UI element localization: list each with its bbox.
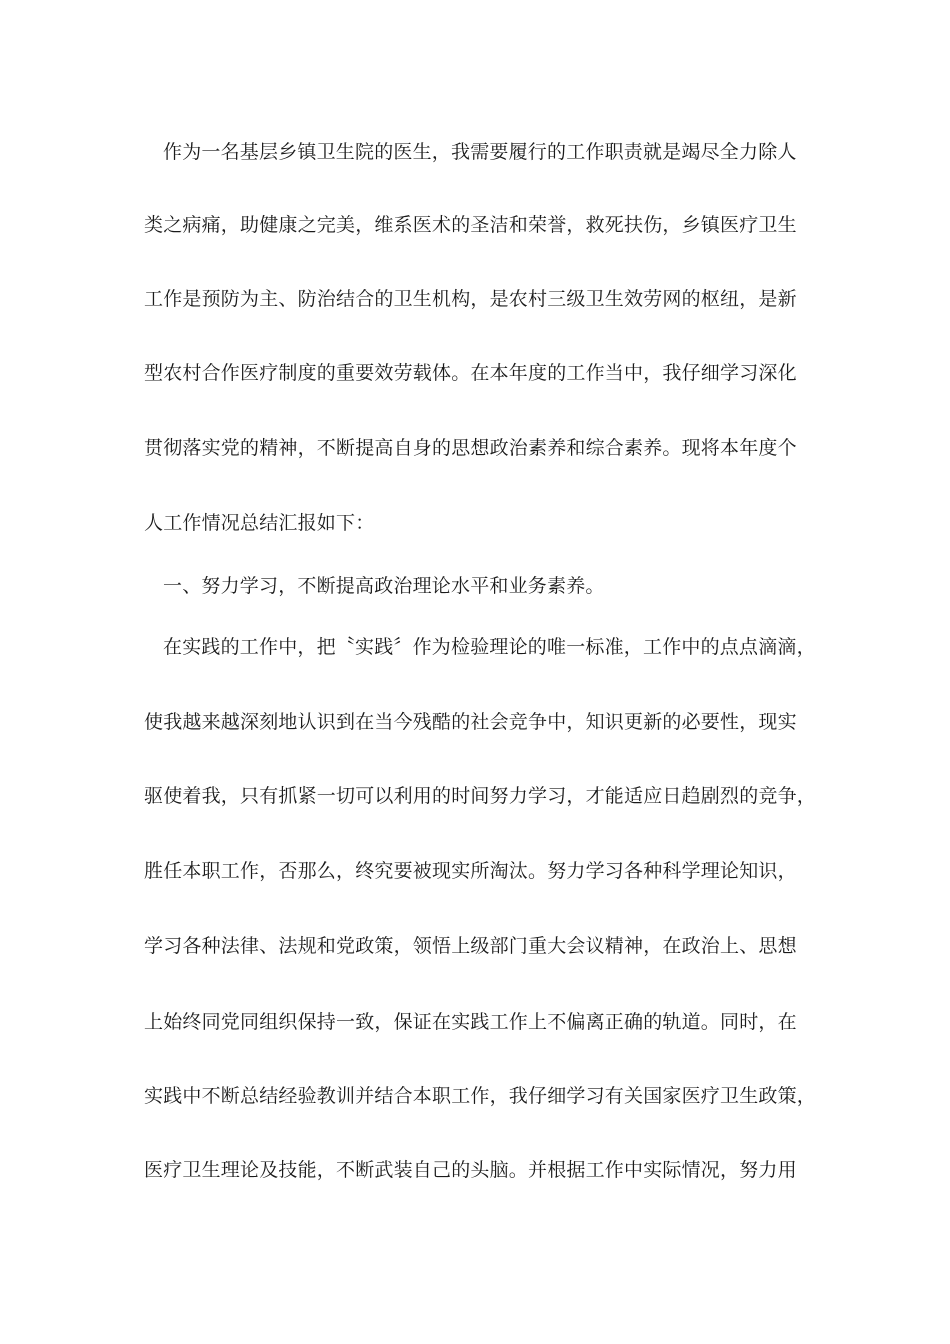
paragraph-line: 医疗卫生理论及技能，不断武装自己的头脑。并根据工作中实际情况，努力用 [144, 1159, 797, 1181]
paragraph-line: 学习各种法律、法规和党政策，领悟上级部门重大会议精神，在政治上、思想 [144, 935, 797, 957]
paragraph-line: 类之病痛，助健康之完美，维系医术的圣洁和荣誉，救死扶伤，乡镇医疗卫生 [144, 214, 797, 236]
paragraph-line: 型农村合作医疗制度的重要效劳载体。在本年度的工作当中，我仔细学习深化 [144, 362, 797, 384]
paragraph-line: 人工作情况总结汇报如下： [144, 512, 375, 534]
paragraph-line: 胜任本职工作，否那么，终究要被现实所淘汰。努力学习各种科学理论知识， [144, 860, 797, 882]
paragraph-line: 驱使着我，只有抓紧一切可以利用的时间努力学习，才能适应日趋剧烈的竞争， [144, 785, 817, 807]
paragraph-line: 实践中不断总结经验教训并结合本职工作，我仔细学习有关国家医疗卫生政策， [144, 1085, 817, 1107]
paragraph-line: 使我越来越深刻地认识到在当今残酷的社会竞争中，知识更新的必要性，现实 [144, 711, 797, 733]
paragraph-line: 作为一名基层乡镇卫生院的医生，我需要履行的工作职责就是竭尽全力除人 [163, 141, 797, 163]
section-heading: 一、努力学习，不断提高政治理论水平和业务素养。 [163, 575, 605, 597]
paragraph-line: 在实践的工作中，把〝实践〞作为检验理论的唯一标准，工作中的点点滴滴， [163, 636, 816, 658]
paragraph-line: 工作是预防为主、防治结合的卫生机构，是农村三级卫生效劳网的枢纽，是新 [144, 288, 797, 310]
paragraph-line: 贯彻落实党的精神，不断提高自身的思想政治素养和综合素养。现将本年度个 [144, 437, 797, 459]
paragraph-line: 上始终同党同组织保持一致，保证在实践工作上不偏离正确的轨道。同时，在 [144, 1011, 797, 1033]
